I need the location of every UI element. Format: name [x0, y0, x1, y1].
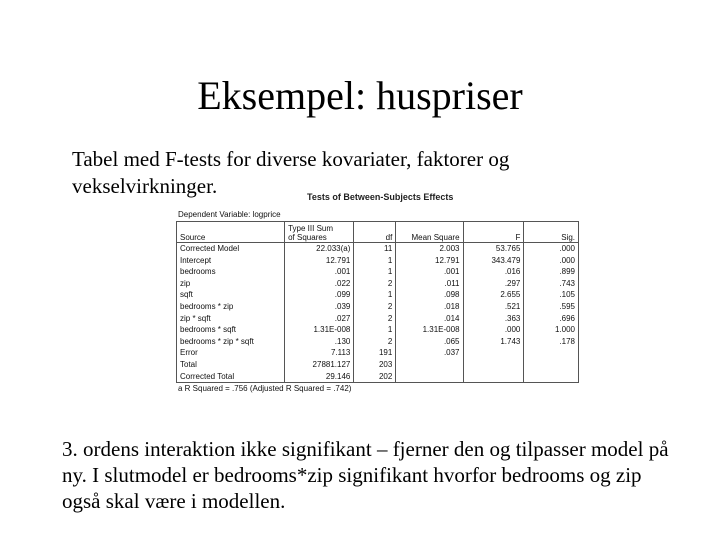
cell-source: zip * sqft: [177, 313, 285, 325]
cell-source: sqft: [177, 289, 285, 301]
cell-df: 1: [354, 324, 396, 336]
cell-sig: [524, 371, 579, 383]
table-row: [177, 278, 579, 290]
cell-df: 2: [354, 313, 396, 325]
cell-ms: 1.31E-008: [396, 324, 463, 336]
cell-source: zip: [177, 278, 285, 290]
cell-ms: .065: [396, 336, 463, 348]
cell-df: 1: [354, 289, 396, 301]
cell-source: Error: [177, 347, 285, 359]
cell-ss: 1.31E-008: [285, 324, 354, 336]
cell-sig: .178: [524, 336, 579, 348]
table-caption: Tests of Between-Subjects Effects: [307, 192, 454, 202]
header-ss-line1: Type III Sum: [288, 224, 334, 233]
cell-ms: [396, 371, 463, 383]
cell-f: .297: [463, 278, 524, 290]
table-body: [177, 243, 579, 383]
cell-source: Total: [177, 359, 285, 371]
table-row: [177, 266, 579, 278]
cell-ms: .014: [396, 313, 463, 325]
cell-sig: .595: [524, 301, 579, 313]
dependent-variable-label: Dependent Variable: logprice: [178, 210, 281, 219]
cell-sig: .743: [524, 278, 579, 290]
cell-ss: 29.146: [285, 371, 354, 383]
table-row: [177, 313, 579, 325]
cell-ms: 2.003: [396, 243, 463, 255]
cell-ms: .098: [396, 289, 463, 301]
cell-sig: 1.000: [524, 324, 579, 336]
cell-ss: .001: [285, 266, 354, 278]
cell-df: 191: [354, 347, 396, 359]
table-row: [177, 359, 579, 371]
cell-ms: .018: [396, 301, 463, 313]
cell-ss: .027: [285, 313, 354, 325]
cell-ms: .011: [396, 278, 463, 290]
cell-source: bedrooms: [177, 266, 285, 278]
table-row: [177, 371, 579, 383]
cell-df: 1: [354, 266, 396, 278]
cell-f: .521: [463, 301, 524, 313]
table-row: [177, 347, 579, 359]
cell-f: [463, 359, 524, 371]
cell-sig: .105: [524, 289, 579, 301]
cell-ss: .099: [285, 289, 354, 301]
table-row: [177, 301, 579, 313]
cell-sig: .696: [524, 313, 579, 325]
cell-df: 203: [354, 359, 396, 371]
anova-table: [176, 221, 579, 383]
header-sig: Sig.: [524, 222, 579, 243]
cell-f: 343.479: [463, 255, 524, 267]
cell-source: bedrooms * zip * sqft: [177, 336, 285, 348]
table-row: [177, 324, 579, 336]
slide-title: Eksempel: huspriser: [197, 73, 523, 118]
cell-sig: [524, 359, 579, 371]
cell-ms: 12.791: [396, 255, 463, 267]
cell-f: 1.743: [463, 336, 524, 348]
cell-df: 11: [354, 243, 396, 255]
cell-f: 53.765: [463, 243, 524, 255]
header-sum-of-squares: [285, 222, 354, 243]
table-footnote: a R Squared = .756 (Adjusted R Squared = .742): [178, 384, 352, 394]
cell-ss: 12.791: [285, 255, 354, 267]
anova-table-container: [176, 208, 580, 395]
conclusion-text: 3. ordens interaktion ikke signifikant – fjerner den og tilpasser model på ny. I slutmodel er bedrooms*zip signifikant hvorfor bedrooms og zip også skal være i modellen.: [62, 437, 669, 513]
cell-ss: 22.033(a): [285, 243, 354, 255]
cell-source: Intercept: [177, 255, 285, 267]
cell-df: 2: [354, 336, 396, 348]
cell-source: bedrooms * sqft: [177, 324, 285, 336]
cell-sig: .000: [524, 255, 579, 267]
cell-f: .016: [463, 266, 524, 278]
cell-ss: .022: [285, 278, 354, 290]
table-row: [177, 289, 579, 301]
table-row: [177, 336, 579, 348]
cell-df: 202: [354, 371, 396, 383]
cell-ss: 27881.127: [285, 359, 354, 371]
cell-df: 1: [354, 255, 396, 267]
table-row: [177, 243, 579, 255]
cell-f: .363: [463, 313, 524, 325]
cell-f: [463, 371, 524, 383]
cell-f: .000: [463, 324, 524, 336]
cell-ss: 7.113: [285, 347, 354, 359]
cell-ms: .001: [396, 266, 463, 278]
cell-source: bedrooms * zip: [177, 301, 285, 313]
table-row: [177, 255, 579, 267]
header-df: df: [354, 222, 396, 243]
cell-ms: [396, 359, 463, 371]
cell-source: Corrected Model: [177, 243, 285, 255]
cell-source: Corrected Total: [177, 371, 285, 383]
table-header-row: [177, 222, 579, 243]
cell-sig: .000: [524, 243, 579, 255]
header-f: F: [463, 222, 524, 243]
intro-text: Tabel med F-tests for diverse kovariater, faktorer og vekselvirkninger.: [72, 147, 510, 198]
cell-ms: .037: [396, 347, 463, 359]
header-source: Source: [177, 222, 285, 243]
cell-sig: .899: [524, 266, 579, 278]
cell-f: 2.655: [463, 289, 524, 301]
cell-ss: .039: [285, 301, 354, 313]
cell-df: 2: [354, 301, 396, 313]
cell-ss: .130: [285, 336, 354, 348]
cell-sig: [524, 347, 579, 359]
cell-f: [463, 347, 524, 359]
header-mean-square: Mean Square: [396, 222, 463, 243]
header-ss-line2: of Squares: [288, 233, 327, 242]
cell-df: 2: [354, 278, 396, 290]
